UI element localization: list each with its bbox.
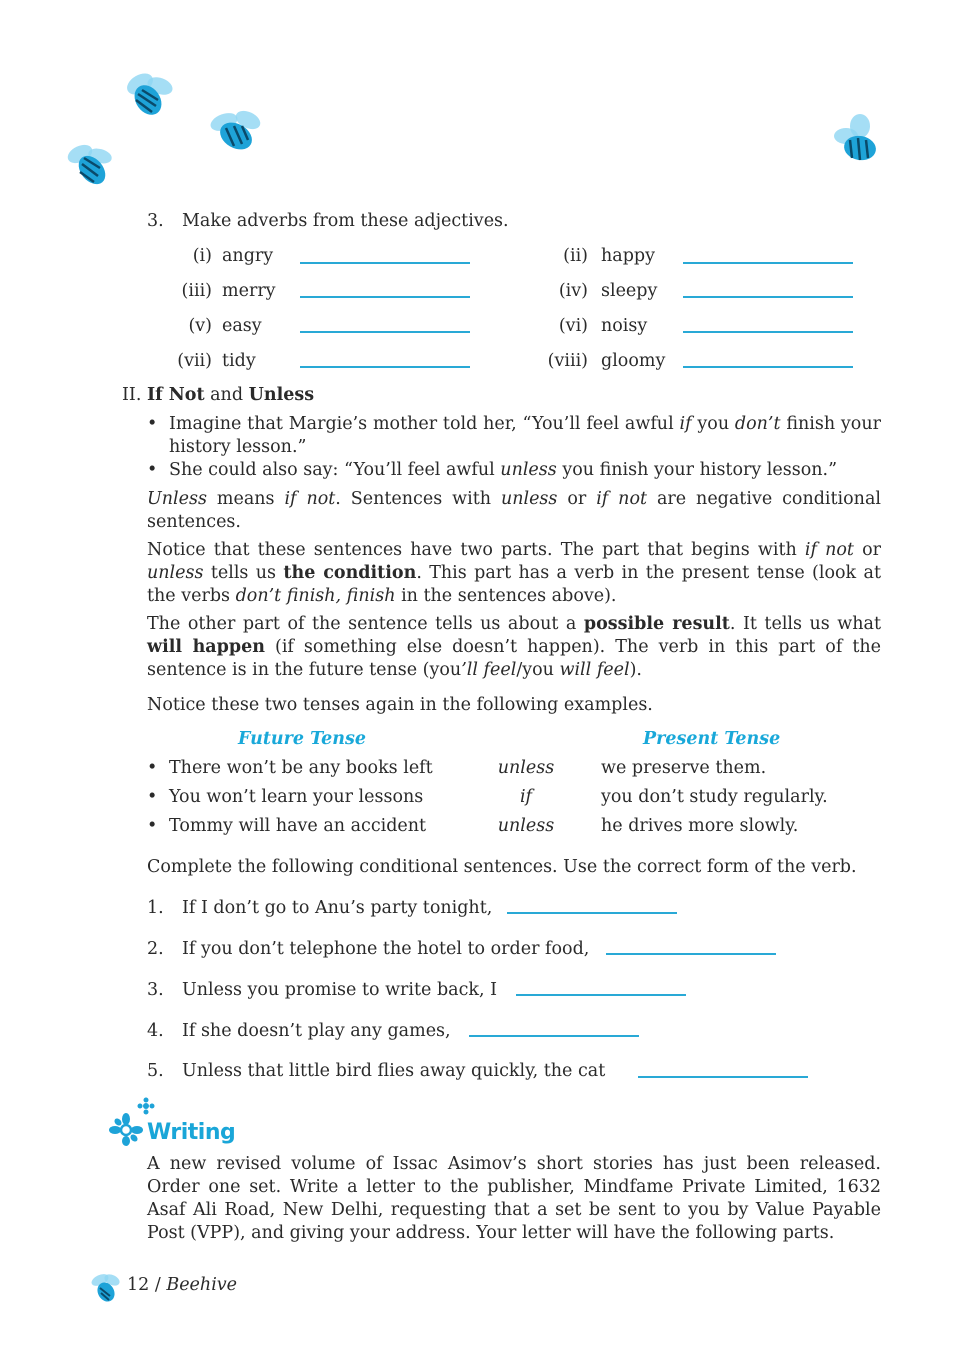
example-future: • There won’t be any books left [169,757,433,780]
sentence-number: 4. [147,1021,164,1041]
exercise-instruction: Make adverbs from these adjectives. [182,211,509,231]
item-word: angry [222,246,274,266]
answer-blank[interactable] [638,1076,808,1078]
bee-icon [62,138,120,194]
item-number: (vi) [558,316,588,336]
answer-blank[interactable] [469,1035,639,1037]
answer-blank[interactable] [683,296,853,298]
item-number: (ii) [563,246,588,266]
sentence-number: 2. [147,939,164,959]
item-word: tidy [222,351,256,371]
section-title-and: and [210,385,244,405]
book-title: Beehive [166,1275,238,1295]
bee-icon [204,104,268,162]
sentence-text: If you don’t telephone the hotel to order food, [182,939,590,959]
page-footer [127,1274,237,1297]
answer-blank[interactable] [683,331,853,333]
answer-blank[interactable] [300,296,470,298]
exercise-number: 3. [147,211,164,231]
answer-blank[interactable] [300,331,470,333]
item-number: (v) [188,316,212,336]
item-number: (vii) [177,351,212,371]
footer-separator: / [154,1275,161,1295]
sentence-number: 3. [147,980,164,1000]
paragraph: The other part of the sentence tells us about a possible result. It tells us what will happen (if something else doesn’t happen). The verb in this part of the sentence is in the future tense (you’ll feel/you will feel). [147,614,881,680]
example-conjunction: unless [497,758,555,778]
bullet-item: • She could also say: “You’ll feel awful unless you finish your history lesson.” [169,459,881,482]
example-future: • You won’t learn your lessons [169,786,423,809]
example-present: he drives more slowly. [601,816,799,836]
writing-body: A new revised volume of Issac Asimov’s short stories has just been released. Order one set. Write a letter to the publisher, Mindfame Private Limited, 1632 Asaf Ali Road, New Delhi, requesting that a set be sent to you by Value Payable Post (VPP), and giving your address. Your letter will have the following parts. [147,1154,881,1243]
example-present: you don’t study regularly. [601,787,828,807]
example-conjunction: unless [497,816,555,836]
item-word: easy [222,316,262,336]
sentence-text: If I don’t go to Anu’s party tonight, [182,898,493,918]
example-future: • Tommy will have an accident [169,815,426,838]
bee-icon [88,1270,124,1304]
answer-blank[interactable] [606,953,776,955]
item-word: sleepy [601,281,658,301]
sentence-number: 1. [147,898,164,918]
item-word: happy [601,246,655,266]
complete-instruction: Complete the following conditional sentences. Use the correct form of the verb. [147,857,857,877]
bullet-item: • Imagine that Margie’s mother told her, “You’ll feel awful if you don’t finish your history lesson.” [169,413,881,459]
answer-blank[interactable] [300,366,470,368]
future-tense-header: Future Tense [238,729,366,749]
page-number: 12 [127,1275,150,1295]
item-word: gloomy [601,351,666,371]
sentence-text: Unless you promise to write back, I [182,980,498,1000]
paragraph: Notice that these sentences have two parts. The part that begins with if not or unless tells us the condition. This part has a verb in the present tense (look at the verbs don’t finish, finish in the sentences above). [147,540,881,606]
writing-heading: Writing [147,1120,236,1145]
paragraph: Unless means if not. Sentences with unless or if not are negative conditional sentences. [147,489,881,532]
example-conjunction: if [519,787,533,807]
bee-icon [118,64,180,126]
bee-icon [830,112,888,168]
example-present: we preserve them. [601,758,767,778]
item-number: (i) [192,246,212,266]
answer-blank[interactable] [516,994,686,996]
answer-blank[interactable] [300,262,470,264]
item-number: (viii) [547,351,588,371]
item-word: noisy [601,316,648,336]
item-word: merry [222,281,276,301]
item-number: (iii) [181,281,212,301]
section-title-if-not: If Not [146,385,205,405]
answer-blank[interactable] [683,262,853,264]
sentence-number: 5. [147,1061,164,1081]
section-numeral: II. [122,385,142,405]
answer-blank[interactable] [683,366,853,368]
answer-blank[interactable] [507,912,677,914]
item-number: (iv) [558,281,588,301]
section-title-unless: Unless [248,385,315,405]
paragraph: Notice these two tenses again in the following examples. [147,695,653,715]
sentence-text: Unless that little bird flies away quickly, the cat [182,1061,606,1081]
sentence-text: If she doesn’t play any games, [182,1021,451,1041]
section-heading [122,384,314,407]
present-tense-header: Present Tense [643,729,781,749]
